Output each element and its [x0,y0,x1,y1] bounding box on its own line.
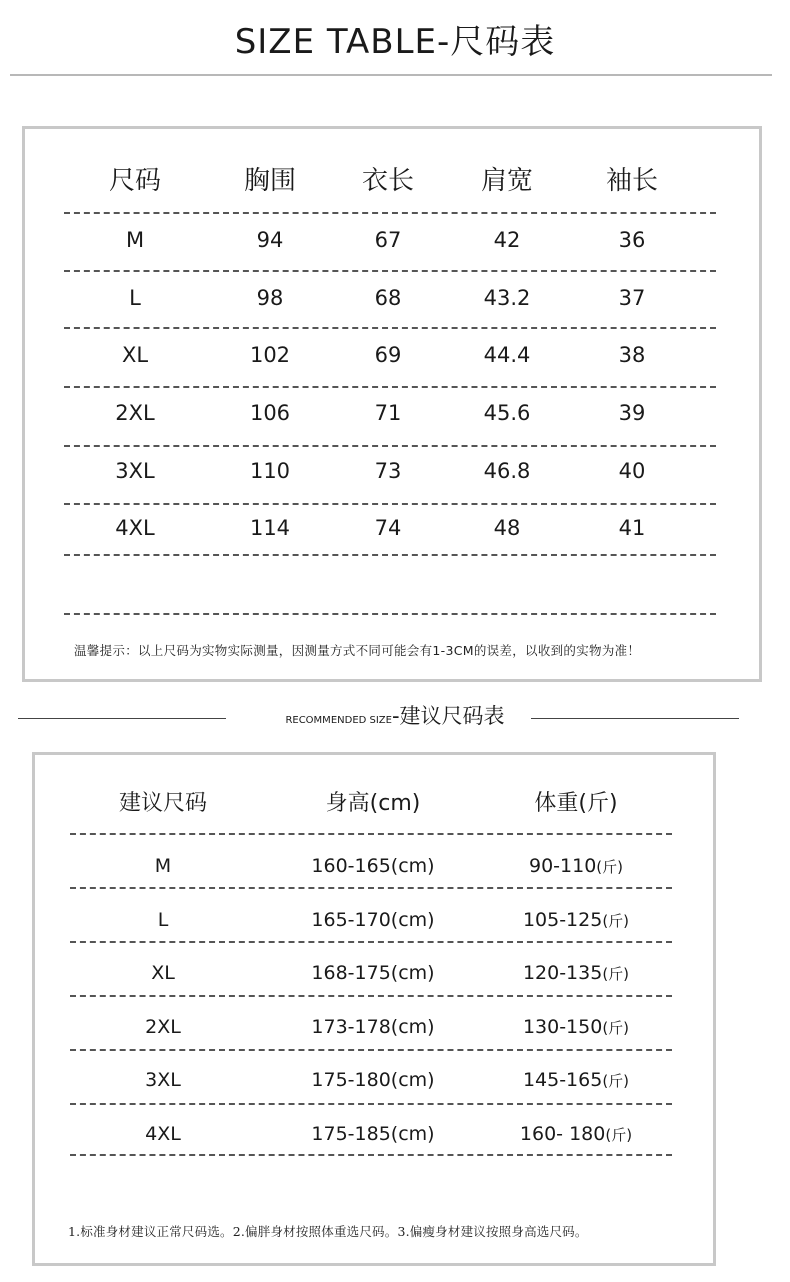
table-cell: 168-175(cm) [311,962,435,984]
table-cell: 2XL [115,401,155,425]
weight-value: 105-125 [522,909,603,931]
recommended-title-en: RECOMMENDED SIZE [285,715,392,726]
row-divider [70,941,672,943]
table-cell: 175-180(cm) [311,1069,435,1091]
table-cell: 67 [374,228,402,252]
table-cell: 114 [249,516,291,540]
table-cell: 39 [618,401,646,425]
title-divider [10,74,772,76]
table-cell: 102 [249,343,291,367]
table-cell: M [154,855,172,877]
row-divider [70,887,672,889]
table-cell: 2XL [145,1016,181,1038]
table-cell [496,1016,656,1038]
table-cell: 42 [493,228,521,252]
row-divider [64,270,716,272]
table-cell: 165-170(cm) [311,909,435,931]
table-cell [496,855,656,877]
recommended-title [0,700,790,730]
column-header: 建议尺码 [118,791,207,816]
row-divider [70,1049,672,1051]
row-divider [64,327,716,329]
row-divider [64,554,716,556]
table-cell: 46.8 [483,459,531,483]
weight-value: 160- 180 [519,1123,606,1145]
table-cell: 41 [618,516,646,540]
table-cell: 48 [493,516,521,540]
column-header: 衣长 [361,166,414,196]
row-divider [70,1154,672,1156]
recommended-title-zh: -建议尺码表 [391,704,505,728]
row-divider [64,212,716,214]
row-divider [64,386,716,388]
weight-unit: (斤) [602,912,630,930]
table-cell: M [125,228,145,252]
column-header: 体重(斤) [534,791,618,816]
weight-value: 130-150 [522,1016,603,1038]
weight-unit: (斤) [596,858,624,876]
table-cell [496,1069,656,1091]
row-divider [64,503,716,505]
table-cell: L [157,909,169,931]
column-header: 尺码 [108,166,161,196]
table-cell: 38 [618,343,646,367]
table-cell: 45.6 [483,401,531,425]
recommended-divider-right [531,718,739,719]
row-divider [70,995,672,997]
table-cell: 74 [374,516,402,540]
table-cell: L [129,286,141,310]
size-table-note: 温馨提示：以上尺码为实物实际测量，因测量方式不同可能会有1-3CM的误差，以收到的实物为准！ [74,643,641,658]
table-cell: 73 [374,459,402,483]
row-divider [64,613,716,615]
table-cell: 71 [374,401,402,425]
weight-value: 90-110 [528,855,597,877]
table-cell: 3XL [115,459,155,483]
table-cell: 98 [256,286,284,310]
table-cell [496,962,656,984]
table-cell: 4XL [145,1123,181,1145]
table-cell: 94 [256,228,284,252]
recommended-table-note: 1.标准身材建议正常尺码选。2.偏胖身材按照体重选尺码。3.偏瘦身材建议按照身高选尺码。 [68,1224,588,1239]
table-cell: 173-178(cm) [311,1016,435,1038]
table-cell: 37 [618,286,646,310]
table-cell [496,1123,656,1145]
table-cell: 160-165(cm) [311,855,435,877]
table-cell: 110 [249,459,291,483]
weight-value: 145-165 [522,1069,603,1091]
table-cell: 4XL [115,516,155,540]
weight-unit: (斤) [602,965,630,983]
table-cell: XL [121,343,149,367]
recommended-table-box [32,752,716,1266]
table-cell: 44.4 [483,343,531,367]
weight-value: 120-135 [522,962,603,984]
table-cell: 106 [249,401,291,425]
column-header: 身高(cm) [325,791,421,816]
table-cell: 3XL [145,1069,181,1091]
weight-unit: (斤) [602,1019,630,1037]
row-divider [70,833,672,835]
table-cell: 68 [374,286,402,310]
column-header: 肩宽 [480,166,533,196]
column-header: 袖长 [605,166,658,196]
row-divider [70,1103,672,1105]
size-table-title: SIZE TABLE-尺码表 [234,22,556,62]
weight-unit: (斤) [605,1126,633,1144]
table-cell: 40 [618,459,646,483]
row-divider [64,445,716,447]
table-cell: 43.2 [483,286,531,310]
table-cell: 36 [618,228,646,252]
column-header: 胸围 [243,166,296,196]
table-cell [496,909,656,931]
table-cell: 175-185(cm) [311,1123,435,1145]
weight-unit: (斤) [602,1072,630,1090]
table-cell: 69 [374,343,402,367]
table-cell: XL [151,962,175,984]
